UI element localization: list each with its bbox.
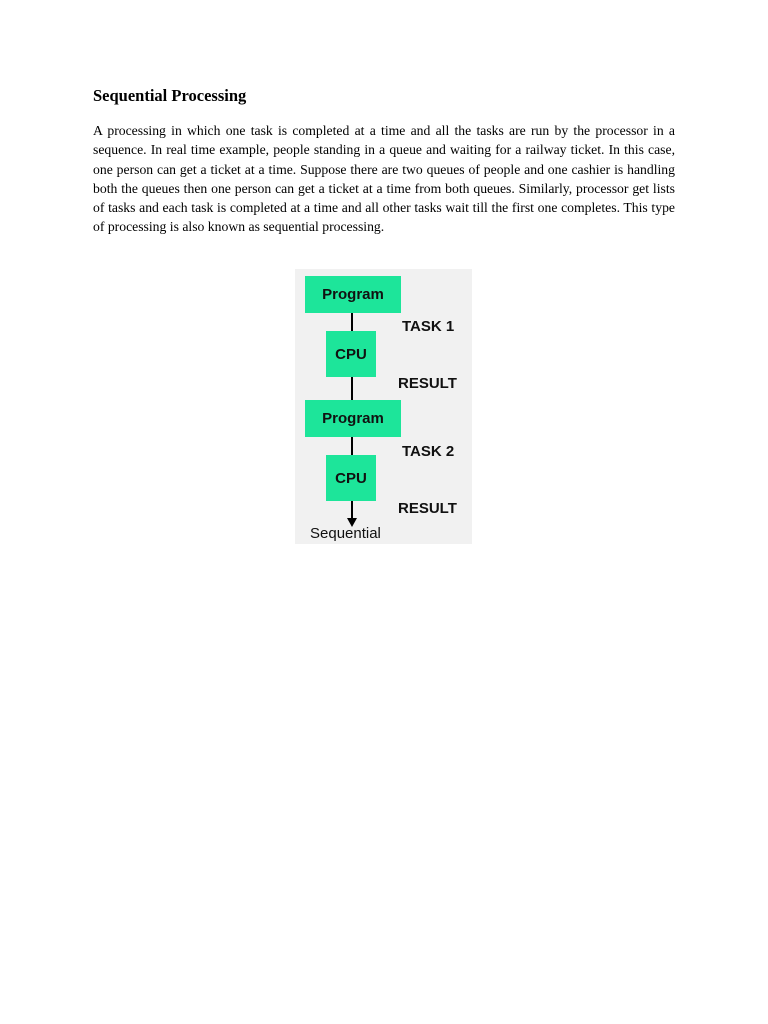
task-label-1: TASK 1 (402, 318, 455, 335)
program-box-2: Program (305, 400, 401, 437)
result-label-1: RESULT (398, 375, 457, 392)
cpu-box-2: CPU (326, 455, 376, 501)
result-label-2: RESULT (398, 500, 457, 517)
body-paragraph: A processing in which one task is completed at a time and all the tasks are run by the processor in a sequence. In real time example, people standing in a queue and waiting for a railway ticket. In this case, one person can get a ticket at a time. Suppose there are two queues of people and one cashier is handling both the queues then one person can get a ticket at a time from both queues. Similarly, processor get lists of tasks and each task is completed at a time and all other tasks wait till the first one completes. This type of processing is also known as sequential processing. (93, 123, 675, 235)
sequential-processing-diagram (295, 269, 472, 544)
page-title: Sequential Processing (93, 86, 247, 105)
task-label-2: TASK 2 (402, 443, 455, 460)
program-box-1: Program (305, 276, 401, 313)
diagram-caption: Sequential (310, 525, 381, 542)
cpu-box-1: CPU (326, 331, 376, 377)
